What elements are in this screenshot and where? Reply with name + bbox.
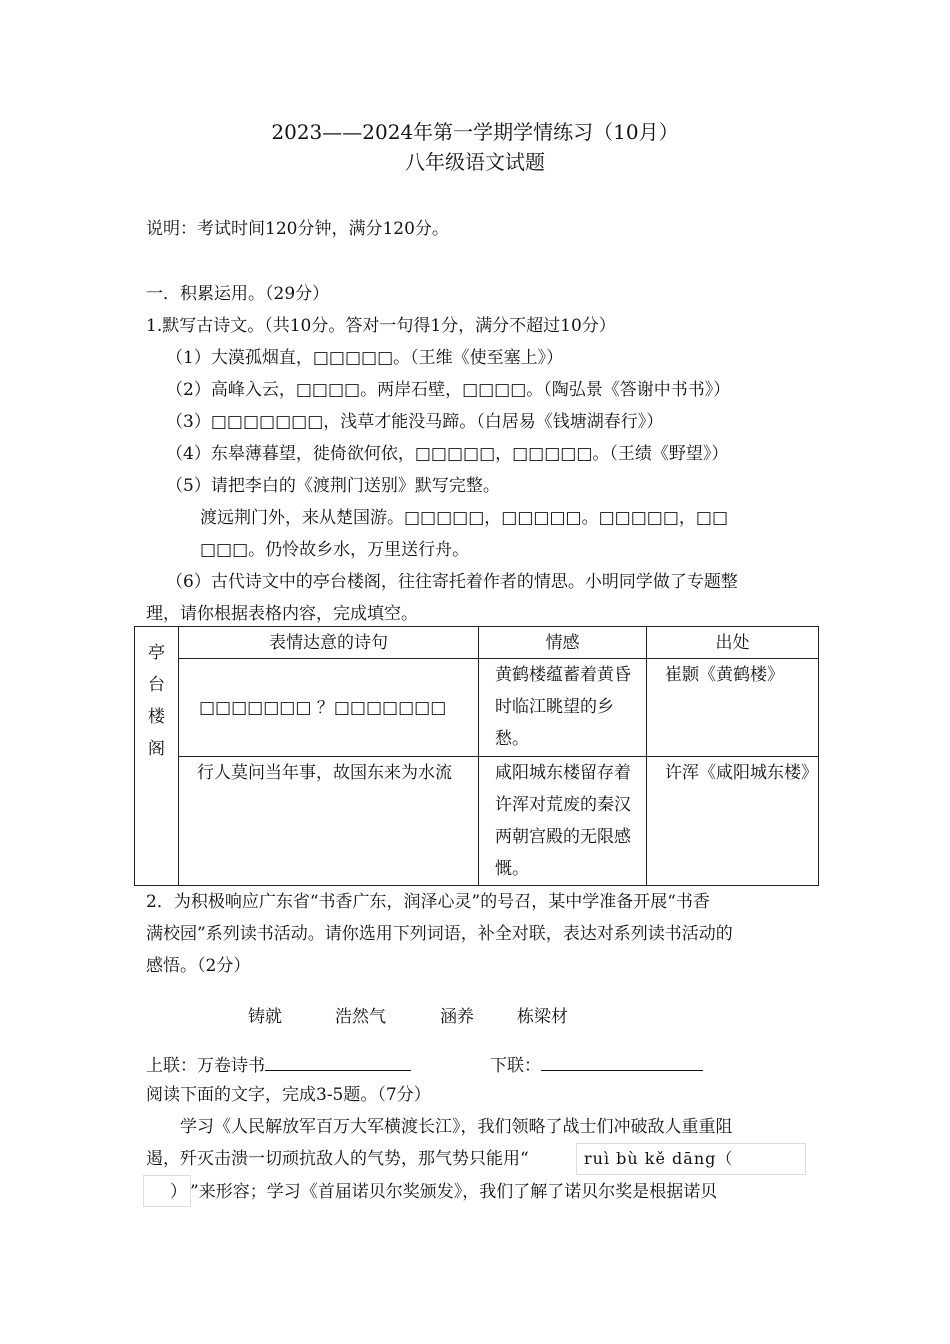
word-option: 浩然气 (335, 1007, 386, 1027)
exam-subtitle: 八年级语文试题 (405, 150, 545, 174)
couplet-lower (490, 1054, 703, 1078)
reading-paragraph-line3: ”来形容；学习《首届诺贝尔奖颁发》，我们了解了诺贝尔奖是根据诺贝 (190, 1182, 718, 1202)
question-1-item-6-line2: 理，请你根据表格内容，完成填空。 (146, 604, 418, 624)
side-char: 亭 (148, 643, 165, 663)
table-row-2-emotion: 咸阳城东楼留存着许浑对荒废的秦汉两朝宫殿的无限感慨。 (479, 757, 647, 886)
question-1-item-1: （1）大漠孤烟直，□□□□□。（王维《使至塞上》） (166, 348, 564, 368)
table-row-2-source: 许浑《咸阳城东楼》 (647, 757, 819, 886)
question-2-line1: 2．为积极响应广东省“书香广东，润泽心灵”的号召，某中学准备开展“书香 (146, 892, 710, 912)
table-header-source: 出处 (647, 627, 819, 659)
table-row-2-verse: 行人莫问当年事，故国东来为水流 (179, 757, 479, 886)
pavilion-table (134, 626, 819, 886)
question-1-item-2: （2）高峰入云，□□□□。两岸石壁，□□□□。（陶弘景《答谢中书书》） (166, 380, 731, 400)
couplet-lower-blank[interactable] (541, 1054, 703, 1071)
word-option: 栋梁材 (517, 1007, 568, 1027)
question-1-stem: 1.默写古诗文。（共10分。答对一句得1分，满分不超过10分） (146, 316, 616, 336)
question-1-item-6-line1: （6）古代诗文中的亭台楼阁，往往寄托着作者的情思。小明同学做了专题整 (166, 572, 738, 592)
question-2-line2: 满校园”系列读书活动。请你选用下列词语，补全对联，表达对系列读书活动的 (146, 924, 733, 944)
couplet-upper-blank[interactable] (265, 1054, 411, 1071)
table-row-1-verse: □□□□□□□ ？□□□□□□□ (179, 659, 479, 757)
reading-intro: 阅读下面的文字，完成3-5题。（7分） (146, 1085, 431, 1105)
table-side-label (135, 627, 179, 886)
reading-paragraph-line2: 遏，歼灭击溃一切顽抗敌人的气势，那气势只能用“ (146, 1149, 529, 1169)
side-char: 台 (148, 675, 165, 695)
table-row-1-emotion: 黄鹤楼蕴蓄着黄昏时临江眺望的乡愁。 (479, 659, 647, 757)
side-char: 阁 (148, 739, 165, 759)
section-heading: 一．积累运用。（29分） (146, 284, 330, 304)
question-1-item-5-poem-line1: 渡远荆门外，来从楚国游。□□□□□，□□□□□。□□□□□，□□ (200, 508, 729, 528)
question-1-item-5-poem-line2: □□□。仍怜故乡水，万里送行舟。 (200, 540, 470, 560)
word-option: 涵养 (440, 1007, 474, 1027)
question-1-item-4: （4）东皋薄暮望，徙倚欲何依，□□□□□，□□□□□。（王绩《野望》） (166, 444, 729, 464)
exam-note: 说明：考试时间120分钟，满分120分。 (146, 219, 449, 239)
reading-paragraph-line1: 学习《人民解放军百万大军横渡长江》，我们领略了战士们冲破敌人重重阻 (180, 1117, 733, 1137)
couplet-upper (146, 1054, 411, 1078)
exam-title: 2023——2024年第一学期学情练习（10月） (271, 120, 679, 144)
question-1-item-3: （3）□□□□□□□，浅草才能没马蹄。（白居易《钱塘湖春行》） (166, 412, 664, 432)
table-header-emotion: 情感 (479, 627, 647, 659)
couplet-upper-label: 上联：万卷诗书 (146, 1056, 265, 1076)
question-2-line3: 感悟。（2分） (146, 956, 251, 976)
word-option: 铸就 (248, 1007, 282, 1027)
table-header-verse: 表情达意的诗句 (179, 627, 479, 659)
question-1-item-5: （5）请把李白的《渡荆门送别》默写完整。 (166, 476, 500, 496)
table-row-1-source: 崔颢《黄鹤楼》 (647, 659, 819, 757)
couplet-lower-label: 下联： (490, 1056, 541, 1076)
pinyin-text: ruì bù kě dāng（ (584, 1149, 734, 1168)
side-char: 楼 (148, 707, 165, 727)
pinyin-close-paren: ） (170, 1182, 187, 1202)
